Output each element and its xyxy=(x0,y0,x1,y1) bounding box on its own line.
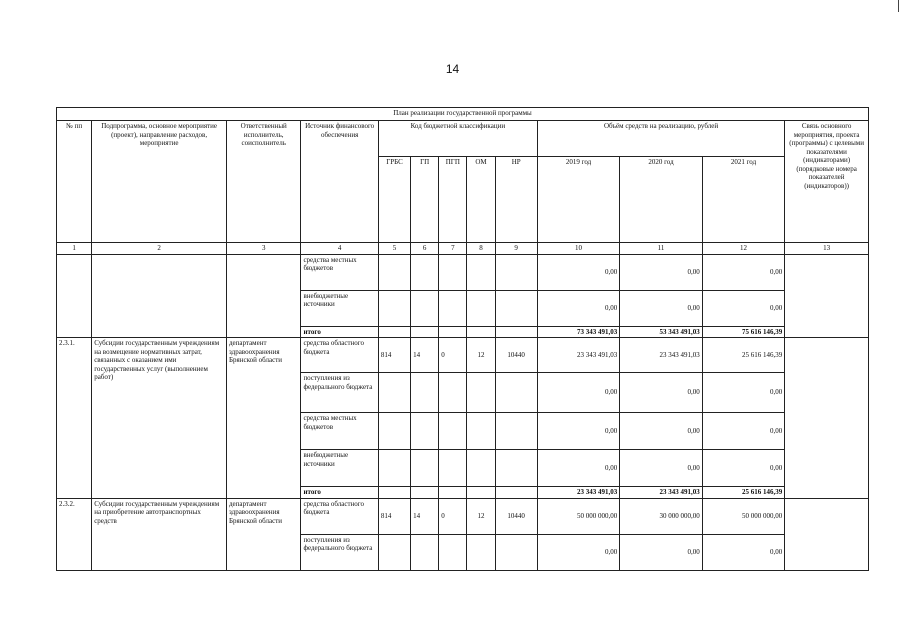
value-2021: 0,00 xyxy=(702,290,784,326)
col-number: 6 xyxy=(411,243,439,255)
header-2019: 2019 год xyxy=(537,157,619,243)
header-om: ОМ xyxy=(467,157,495,243)
value-2019: 73 343 491,03 xyxy=(537,326,619,338)
value-2019: 0,00 xyxy=(537,373,619,413)
col-number: 8 xyxy=(467,243,495,255)
table-row xyxy=(57,338,869,373)
source-cell: средства областного бюджета xyxy=(301,338,378,373)
col-number: 13 xyxy=(785,243,869,255)
value-2019: 0,00 xyxy=(537,413,619,450)
header-budget-code: Код бюджетной классификации xyxy=(378,121,537,157)
item-executor: департамент здравоохранения Брянской области xyxy=(227,498,301,570)
value-2021: 0,00 xyxy=(702,373,784,413)
value-2019: 0,00 xyxy=(537,450,619,487)
code-grbs: 814 xyxy=(378,498,410,534)
value-2021: 0,00 xyxy=(702,254,784,290)
source-cell: поступления из федерального бюджета xyxy=(301,534,378,570)
header-nr: НР xyxy=(495,157,537,243)
value-2021: 25 616 146,39 xyxy=(702,487,784,499)
col-number: 5 xyxy=(378,243,410,255)
header-2020: 2020 год xyxy=(620,157,702,243)
value-2019: 0,00 xyxy=(537,290,619,326)
table-title: План реализации государственной программы xyxy=(57,108,869,121)
header-source: Источник финансового обеспечения xyxy=(301,121,378,243)
col-number: 1 xyxy=(57,243,92,255)
col-number: 10 xyxy=(537,243,619,255)
plan-table xyxy=(56,107,869,571)
source-cell: итого xyxy=(301,326,378,338)
page-number: 14 xyxy=(445,62,460,76)
header-program: Подпрограмма, основное мероприятие (проект), направление расходов, мероприятие xyxy=(92,121,227,243)
value-2020: 0,00 xyxy=(620,534,702,570)
code-grbs: 814 xyxy=(378,338,410,373)
col-number: 11 xyxy=(620,243,702,255)
code-nr: 10440 xyxy=(495,498,537,534)
item-executor: департамент здравоохранения Брянской области xyxy=(227,338,301,499)
value-2021: 0,00 xyxy=(702,450,784,487)
value-2020: 0,00 xyxy=(620,450,702,487)
source-cell: итого xyxy=(301,487,378,499)
value-2020: 53 343 491,03 xyxy=(620,326,702,338)
code-nr: 10440 xyxy=(495,338,537,373)
header-num: № пп xyxy=(57,121,92,243)
value-2020: 0,00 xyxy=(620,373,702,413)
col-number: 9 xyxy=(495,243,537,255)
item-name: Субсидии государственным учреждениям на возмещение нормативных затрат, связанных с оказанием ими государственных услуг (выполнением работ) xyxy=(92,338,227,499)
item-number: 2.3.1. xyxy=(57,338,92,499)
header-grbs: ГРБС xyxy=(378,157,410,243)
value-2021: 25 616 146,39 xyxy=(702,338,784,373)
header-pgp: ПГП xyxy=(439,157,467,243)
col-number: 12 xyxy=(702,243,784,255)
value-2021: 50 000 000,00 xyxy=(702,498,784,534)
value-2019: 23 343 491,03 xyxy=(537,487,619,499)
header-link: Связь основного мероприятия, проекта (программы) с целевыми показателями (индикаторами) (порядковые номера показателей (индикаторов)) xyxy=(785,121,869,243)
table-row xyxy=(57,498,869,534)
code-om: 12 xyxy=(467,498,495,534)
value-2020: 0,00 xyxy=(620,413,702,450)
code-om: 12 xyxy=(467,338,495,373)
value-2019: 0,00 xyxy=(537,534,619,570)
header-2021: 2021 год xyxy=(702,157,784,243)
code-pgp: 0 xyxy=(439,498,467,534)
value-2020: 0,00 xyxy=(620,254,702,290)
col-number: 2 xyxy=(92,243,227,255)
value-2019: 23 343 491,03 xyxy=(537,338,619,373)
code-gp: 14 xyxy=(411,498,439,534)
value-2019: 0,00 xyxy=(537,254,619,290)
value-2020: 23 343 491,03 xyxy=(620,487,702,499)
header-executor: Ответственный исполнитель, соисполнитель xyxy=(227,121,301,243)
table-row xyxy=(57,254,869,290)
source-cell: средства областного бюджета xyxy=(301,498,378,534)
source-cell: внебюджетные источники xyxy=(301,450,378,487)
header-gp: ГП xyxy=(411,157,439,243)
source-cell: поступления из федерального бюджета xyxy=(301,373,378,413)
code-pgp: 0 xyxy=(439,338,467,373)
value-2020: 0,00 xyxy=(620,290,702,326)
source-cell: средства местных бюджетов xyxy=(301,413,378,450)
source-cell: внебюджетные источники xyxy=(301,290,378,326)
value-2020: 30 000 000,00 xyxy=(620,498,702,534)
col-number: 4 xyxy=(301,243,378,255)
col-number: 3 xyxy=(227,243,301,255)
value-2021: 75 616 146,39 xyxy=(702,326,784,338)
value-2021: 0,00 xyxy=(702,413,784,450)
value-2019: 50 000 000,00 xyxy=(537,498,619,534)
value-2021: 0,00 xyxy=(702,534,784,570)
code-gp: 14 xyxy=(411,338,439,373)
value-2020: 23 343 491,03 xyxy=(620,338,702,373)
item-number: 2.3.2. xyxy=(57,498,92,570)
edge-mark xyxy=(898,0,899,12)
source-cell: средства местных бюджетов xyxy=(301,254,378,290)
col-number: 7 xyxy=(439,243,467,255)
header-funds: Объём средств на реализацию, рублей xyxy=(537,121,784,157)
item-name: Субсидии государственным учреждениям на приобретение автотранспортных средств xyxy=(92,498,227,570)
